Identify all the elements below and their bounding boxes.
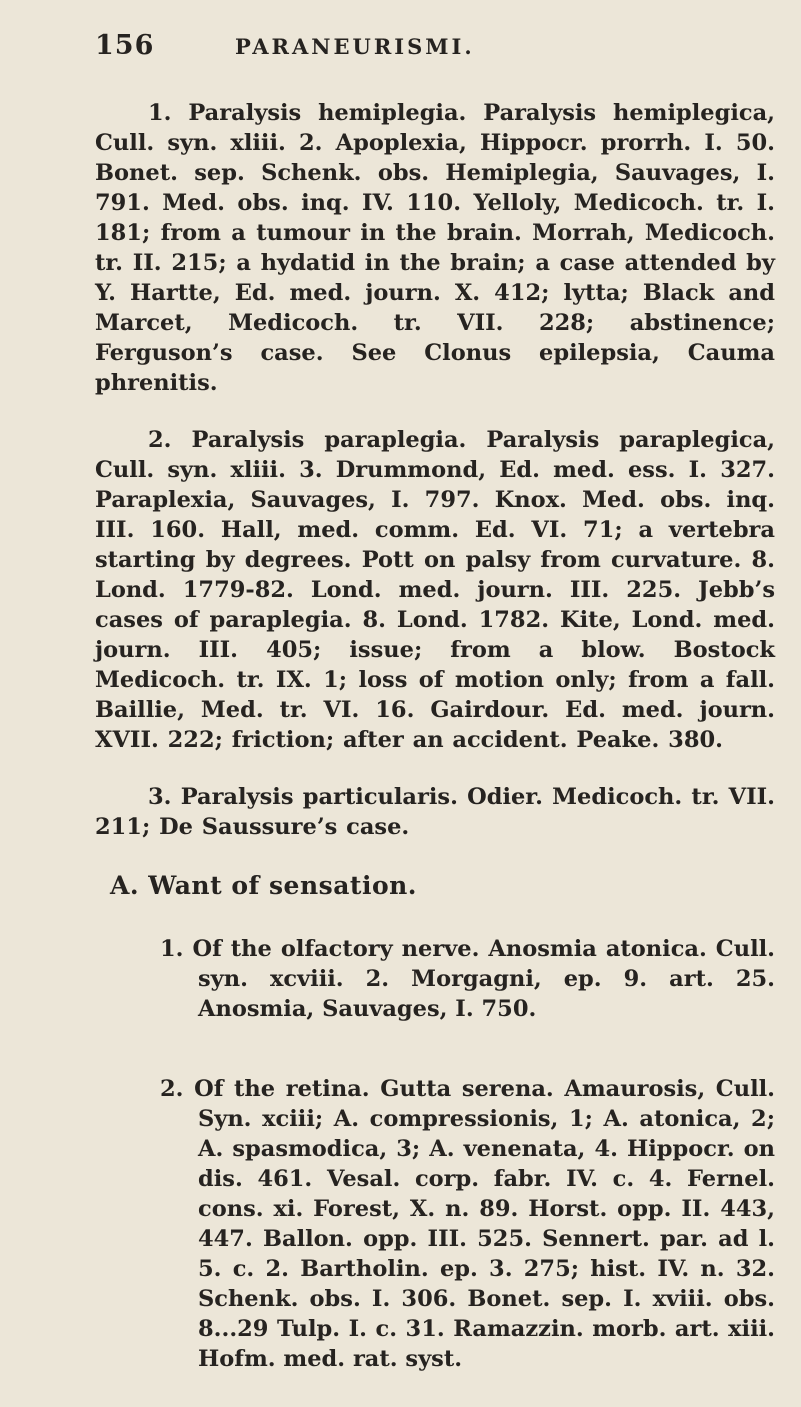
- entry-retina: 2. Of the retina. Gutta serena. Amaurosis, Cull. Syn. xciii; A. compressionis, 1; A. atonica, 2; A. spasmodica, 3; A. venenata, 4. Hippocr. on dis. 461. Vesal. corp. fabr. IV. c. 4. Fernel. cons. xi. Forest, X. n. 89. Horst. opp. II. 443, 447. Ballon. opp. III. 525. Sennert. par. ad l. 5. c. 2. Bartholin. ep. 3. 275; hist. IV. n. 32. Schenk. obs. I. 306. Bonet. sep. I. xviii. obs. 8...29 Tulp. I. c. 31. Ramazzin. morb. art. xiii. Hofm. med. rat. syst.: [160, 1076, 775, 1372]
- running-head: PARANEURISMI.: [235, 34, 475, 59]
- page-number: 156: [95, 30, 155, 61]
- page-header: [95, 0, 775, 78]
- entry-olfactory-nerve: 1. Of the olfactory nerve. Anosmia atonica. Cull. syn. xcviii. 2. Morgagni, ep. 9. art. 25. Anosmia, Sauvages, I. 750.: [160, 936, 775, 1022]
- entry-paralysis-hemiplegia: 1. Paralysis hemiplegia. Paralysis hemiplegica, Cull. syn. xliii. 2. Apoplexia, Hippocr. prorrh. I. 50. Bonet. sep. Schenk. obs. Hemiplegia, Sauvages, I. 791. Med. obs. inq. IV. 110. Yelloly, Medicoch. tr. I. 181; from a tumour in the brain. Morrah, Medicoch. tr. II. 215; a hydatid in the brain; a case attended by Y. Hartte, Ed. med. journ. X. 412; lytta; Black and Marcet, Medicoch. tr. VII. 228; abstinence; Ferguson’s case. See Clonus epilepsia, Cauma phrenitis.: [95, 100, 775, 396]
- entry-paralysis-particularis: 3. Paralysis particularis. Odier. Medicoch. tr. VII. 211; De Saussure’s case.: [95, 784, 775, 840]
- entry-paralysis-paraplegia: 2. Paralysis paraplegia. Paralysis paraplegica, Cull. syn. xliii. 3. Drummond, Ed. med. ess. I. 327. Paraplexia, Sauvages, I. 797. Knox. Med. obs. inq. III. 160. Hall, med. comm. Ed. VI. 71; a vertebra starting by degrees. Pott on palsy from curvature. 8. Lond. 1779-82. Lond. med. journ. III. 225. Jebb’s cases of paraplegia. 8. Lond. 1782. Kite, Lond. med. journ. III. 405; issue; from a blow. Bostock Medicoch. tr. IX. 1; loss of motion only; from a fall. Baillie, Med. tr. VI. 16. Gairdour. Ed. med. journ. XVII. 222; friction; after an accident. Peake. 380.: [95, 427, 775, 753]
- section-heading: A. Want of sensation.: [110, 871, 417, 900]
